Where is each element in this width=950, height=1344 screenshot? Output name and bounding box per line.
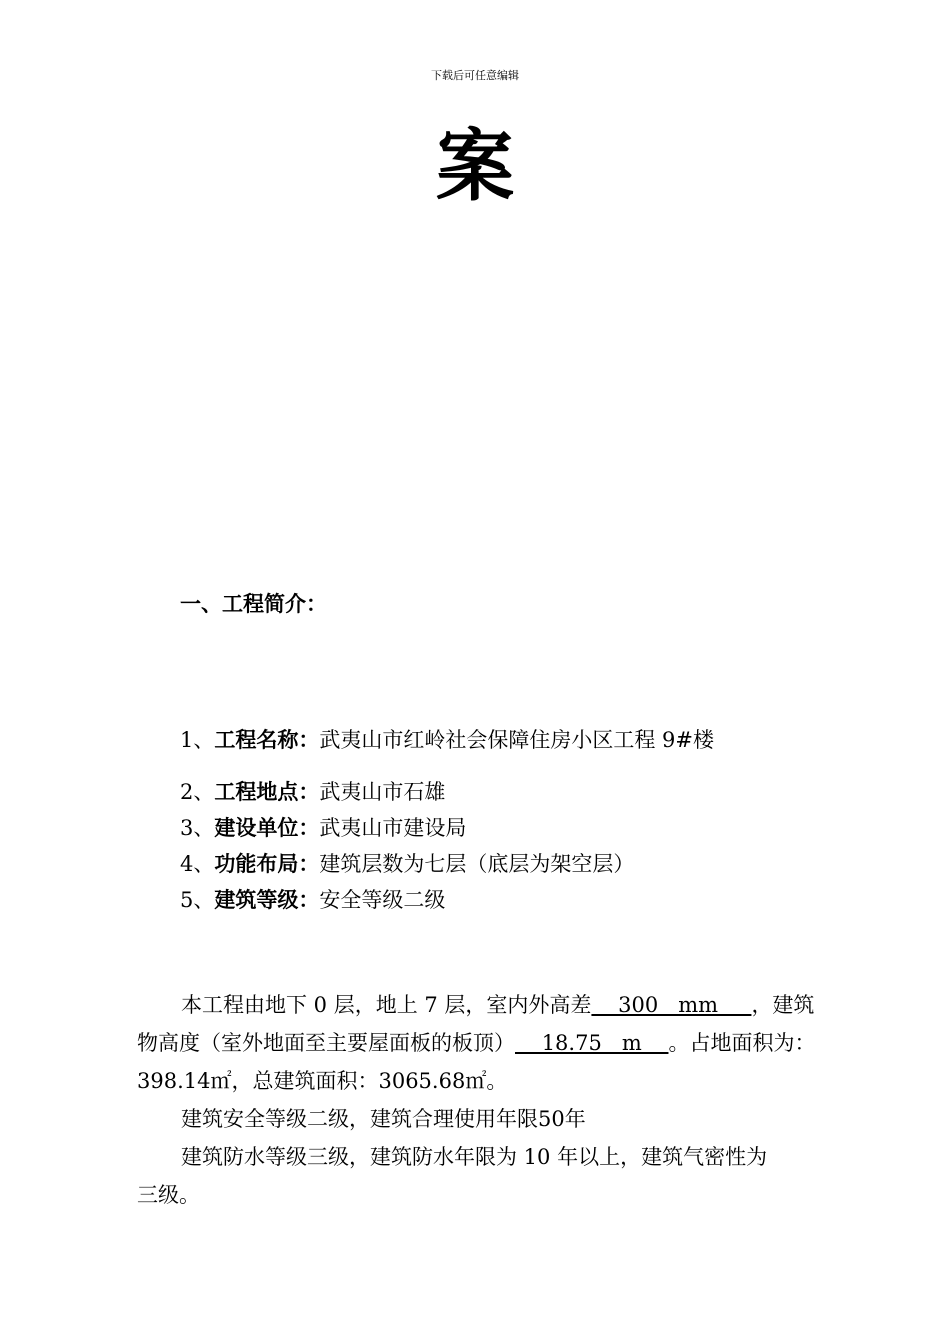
- paragraph-line: [137, 1024, 827, 1062]
- info-item-location: [180, 776, 445, 806]
- info-num: 2、: [180, 780, 215, 804]
- paragraph-line: [137, 1062, 827, 1100]
- area-text: 398.14㎡，总建筑面积：3065.68㎡。: [137, 1069, 508, 1093]
- info-key: 建筑等级：: [214, 887, 320, 912]
- paragraph-line: 三级。: [137, 1183, 200, 1207]
- section-heading: 一、工程简介：: [180, 591, 327, 616]
- info-num: 1、: [180, 728, 215, 752]
- info-key: 功能布局：: [214, 851, 320, 876]
- paragraph-building-info: [137, 986, 827, 1024]
- building-height-value: 18.75 m: [515, 1031, 669, 1055]
- info-item-project-name: [180, 724, 714, 754]
- info-key: 建设单位：: [214, 815, 320, 840]
- height-difference-value: 300 mm: [591, 993, 752, 1017]
- info-item-layout: [180, 848, 634, 878]
- paragraph-text: ，建筑: [751, 993, 815, 1017]
- document-title: 案: [435, 121, 514, 212]
- paragraph-safety: 建筑安全等级二级，建筑合理使用年限50年: [181, 1107, 586, 1131]
- info-value: 武夷山市红岭社会保障住房小区工程 9#楼: [319, 728, 715, 752]
- info-num: 3、: [180, 816, 215, 840]
- paragraph-waterproof: 建筑防水等级三级，建筑防水年限为 10 年以上，建筑气密性为: [181, 1145, 768, 1169]
- description-body: [137, 986, 827, 1214]
- info-value: 武夷山市建设局: [319, 816, 467, 840]
- info-num: 4、: [180, 852, 215, 876]
- info-value: 武夷山市石雄: [319, 780, 446, 804]
- paragraph-text: 本工程由地下 0 层，地上 7 层，室内外高差: [181, 993, 592, 1017]
- info-key: 工程名称：: [214, 727, 320, 752]
- paragraph-text: 物高度（室外地面至主要屋面板的板顶）: [137, 1031, 515, 1055]
- info-key: 工程地点：: [214, 779, 320, 804]
- page-header: 下载后可任意编辑: [431, 69, 519, 82]
- info-value: 建筑层数为七层（底层为架空层）: [319, 852, 635, 876]
- info-item-grade: [180, 884, 445, 914]
- info-num: 5、: [180, 888, 215, 912]
- paragraph-text: 。占地面积为：: [668, 1031, 816, 1055]
- info-item-developer: [180, 812, 466, 842]
- info-value: 安全等级二级: [319, 888, 446, 912]
